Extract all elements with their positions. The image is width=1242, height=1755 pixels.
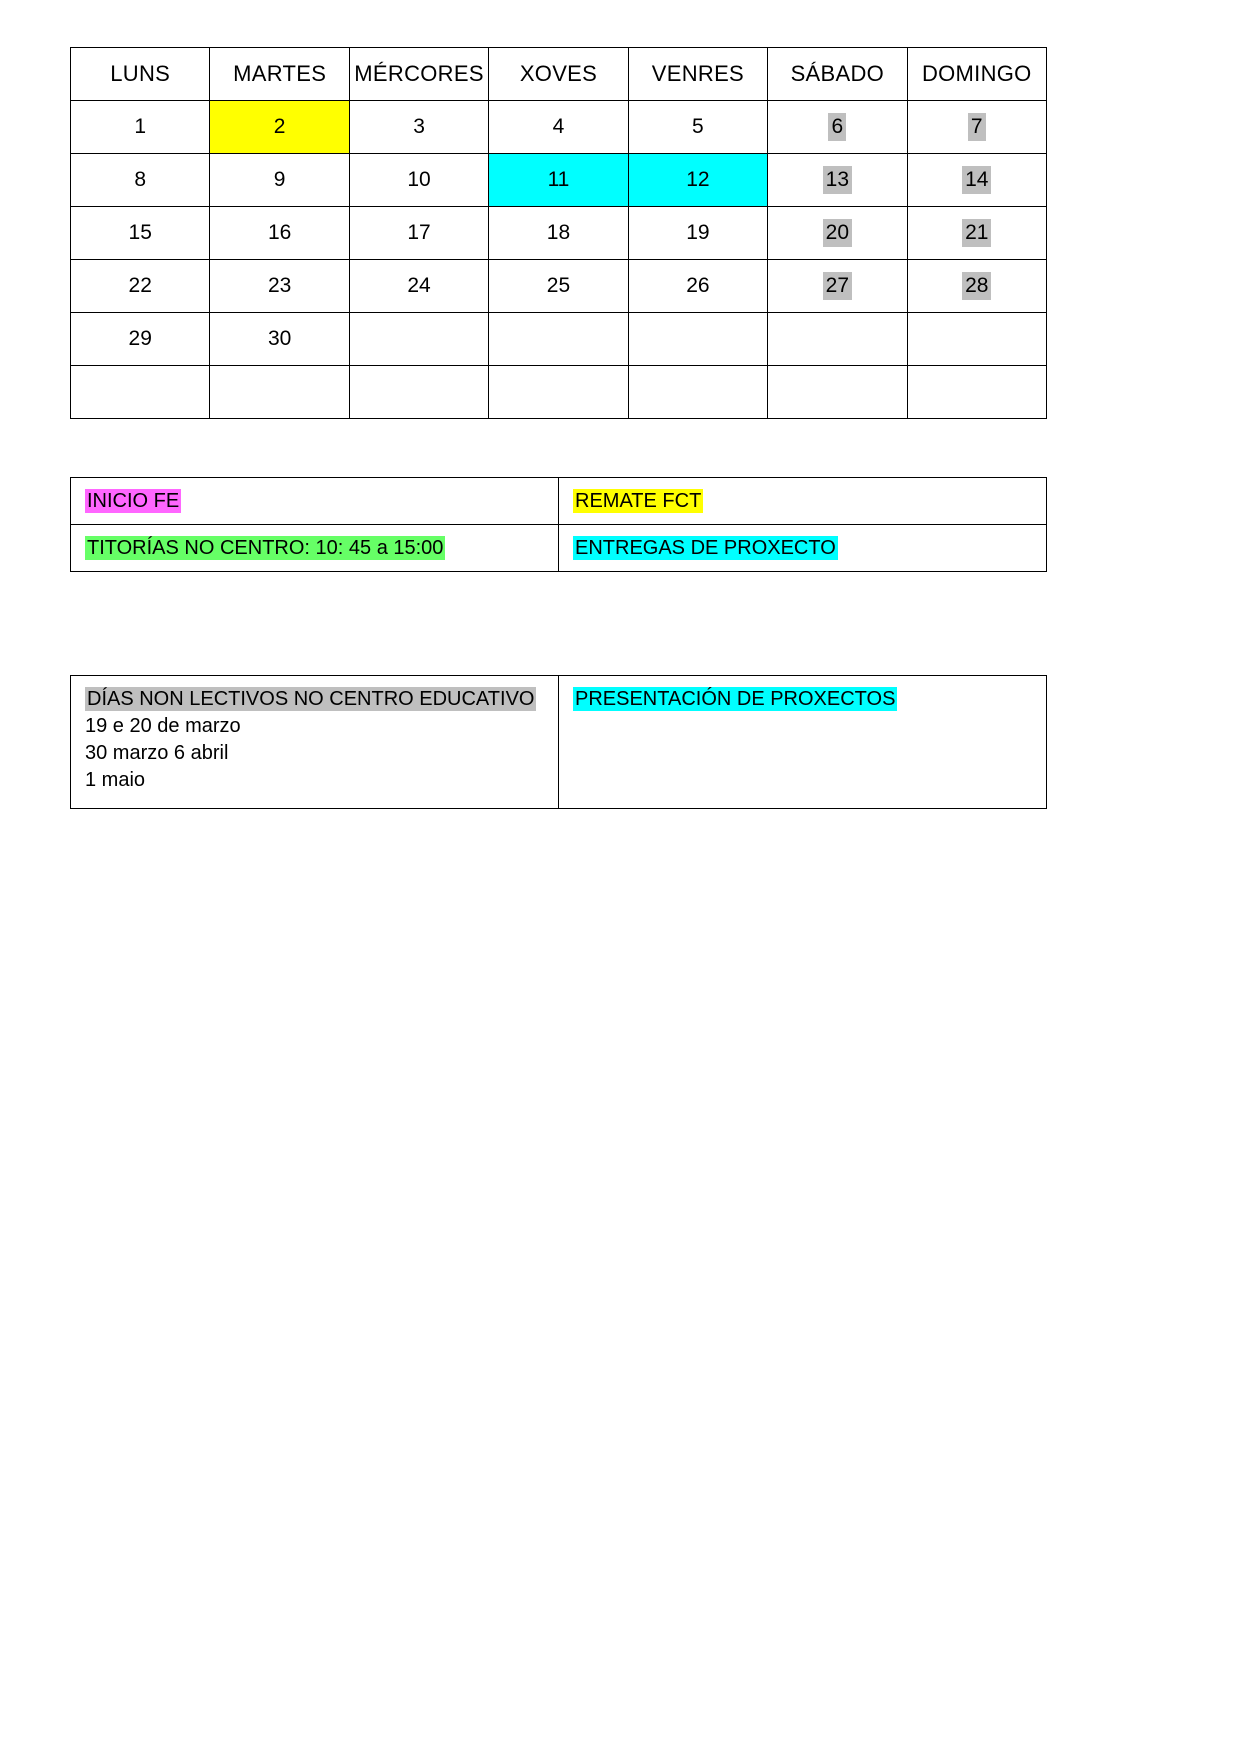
calendar-week-row: [71, 313, 1047, 366]
calendar-week-row: [71, 260, 1047, 313]
legend-title-text: PRESENTACIÓN DE PROXECTOS: [575, 688, 896, 710]
calendar-day-cell: [628, 101, 767, 154]
weekday-header-domingo: DOMINGO: [907, 48, 1046, 101]
day-number: 8: [134, 167, 147, 191]
day-number: [555, 343, 561, 345]
calendar-day-cell: [210, 260, 349, 313]
day-number: 26: [686, 273, 710, 297]
calendar-day-cell: [907, 260, 1046, 313]
day-number: [974, 343, 980, 345]
calendar-day-cell: [489, 260, 628, 313]
day-number: 20: [823, 219, 852, 247]
calendar-day-cell: [628, 260, 767, 313]
calendar-day-cell: [210, 207, 349, 260]
day-number: 11: [547, 167, 570, 191]
calendar-day-cell: [349, 260, 488, 313]
weekday-header-luns: LUNS: [71, 48, 210, 101]
day-number: 17: [407, 220, 431, 244]
legend-title-text: DÍAS NON LECTIVOS NO CENTRO EDUCATIVO: [87, 688, 535, 710]
day-number: 21: [962, 219, 991, 247]
calendar-day-cell: [628, 366, 767, 419]
calendar-day-cell: [71, 260, 210, 313]
day-number: 25: [546, 273, 571, 297]
day-number: 16: [267, 220, 292, 244]
calendar-header-row: [71, 48, 1047, 101]
day-number: 27: [823, 272, 852, 300]
calendar-day-cell: [349, 207, 488, 260]
calendar-table: [70, 47, 1047, 419]
legend-detail-line: 30 marzo 6 abril: [85, 742, 229, 764]
day-number: [695, 396, 701, 398]
weekday-header-martes: MARTES: [210, 48, 349, 101]
legend-row: [71, 676, 1047, 809]
legend-table-bottom-body: [71, 676, 1047, 809]
legend-label-inicio-fe: INICIO FE: [87, 489, 180, 512]
day-number: [834, 396, 840, 398]
legend-title-presentacion: [573, 686, 1032, 713]
calendar-day-cell: [210, 101, 349, 154]
legend-cell-titorias: [71, 525, 559, 572]
weekday-header-venres: VENRES: [628, 48, 767, 101]
day-number: [137, 396, 143, 398]
calendar-day-cell: [489, 313, 628, 366]
day-number: 1: [134, 114, 147, 138]
legend-detail-line: 19 e 20 de marzo: [85, 715, 241, 737]
calendar-day-cell: [210, 154, 349, 207]
calendar-body: [71, 101, 1047, 419]
calendar-day-cell: [349, 366, 488, 419]
day-number: 6: [828, 113, 846, 141]
calendar-day-cell: [907, 207, 1046, 260]
calendar-day-cell: [71, 101, 210, 154]
day-number: 23: [267, 273, 292, 297]
day-number: [695, 343, 701, 345]
legend-cell-presentacion-proxectos: [559, 676, 1047, 809]
day-number: [834, 343, 840, 345]
day-number: 29: [128, 326, 152, 350]
calendar-day-cell: [907, 366, 1046, 419]
calendar-day-cell: [628, 207, 767, 260]
calendar-day-cell: [768, 313, 907, 366]
legend-table-bottom: [70, 675, 1047, 809]
day-number: 19: [686, 220, 710, 244]
day-number: 18: [546, 220, 571, 244]
calendar-day-cell: [768, 154, 907, 207]
calendar-day-cell: [210, 366, 349, 419]
day-number: 24: [407, 273, 431, 297]
calendar-day-cell: [489, 101, 628, 154]
day-number: 14: [962, 166, 991, 194]
day-number: 15: [128, 220, 152, 244]
calendar-week-row: [71, 154, 1047, 207]
day-number: [416, 396, 422, 398]
calendar-day-cell: [907, 154, 1046, 207]
legend-table-top: [70, 477, 1047, 572]
calendar-day-cell: [210, 313, 349, 366]
day-number: [974, 396, 980, 398]
calendar-day-cell: [71, 366, 210, 419]
legend-table-top-body: [71, 478, 1047, 572]
day-number: 28: [962, 272, 991, 300]
calendar-day-cell: [628, 154, 767, 207]
calendar-day-cell: [907, 101, 1046, 154]
legend-label-entregas: ENTREGAS DE PROXECTO: [575, 536, 836, 559]
weekday-header-xoves: XOVES: [489, 48, 628, 101]
day-number: 3: [413, 114, 425, 138]
day-number: 7: [968, 113, 986, 141]
legend-cell-remate-fct: [559, 478, 1047, 525]
calendar-day-cell: [349, 313, 488, 366]
day-number: [416, 343, 422, 345]
calendar-day-cell: [489, 207, 628, 260]
day-number: 2: [273, 114, 286, 138]
calendar-week-row: [71, 366, 1047, 419]
weekday-header-sabado: SÁBADO: [768, 48, 907, 101]
calendar-day-cell: [907, 313, 1046, 366]
calendar-day-cell: [628, 313, 767, 366]
legend-row: [71, 478, 1047, 525]
day-number: 5: [692, 114, 704, 138]
legend-detail-line: 1 maio: [85, 769, 146, 791]
calendar-header: [71, 48, 1047, 101]
legend-cell-inicio-fe: [71, 478, 559, 525]
day-number: [555, 396, 561, 398]
legend-label-titorias: TITORÍAS NO CENTRO: 10: 45 a 15:00: [87, 536, 444, 559]
calendar-day-cell: [489, 154, 628, 207]
calendar-week-row: [71, 101, 1047, 154]
calendar-day-cell: [768, 207, 907, 260]
legend-cell-entregas: [559, 525, 1047, 572]
day-number: 30: [267, 326, 292, 350]
calendar-day-cell: [768, 366, 907, 419]
day-number: 12: [686, 167, 710, 191]
legend-title-dias-non-lectivos: [85, 686, 544, 713]
calendar-day-cell: [71, 207, 210, 260]
legend-cell-dias-non-lectivos: [71, 676, 559, 809]
day-number: 4: [552, 114, 565, 138]
legend-row: [71, 525, 1047, 572]
calendar-day-cell: [349, 101, 488, 154]
calendar-week-row: [71, 207, 1047, 260]
day-number: [277, 396, 283, 398]
weekday-header-mercores: MÉRCORES: [349, 48, 488, 101]
calendar-day-cell: [768, 101, 907, 154]
calendar-day-cell: [71, 154, 210, 207]
day-number: 13: [823, 166, 852, 194]
calendar-day-cell: [71, 313, 210, 366]
day-number: 10: [407, 167, 431, 191]
calendar-day-cell: [349, 154, 488, 207]
day-number: 22: [128, 273, 152, 297]
legend-label-remate-fct: REMATE FCT: [575, 489, 702, 512]
calendar-day-cell: [489, 366, 628, 419]
calendar-day-cell: [768, 260, 907, 313]
day-number: 9: [273, 167, 286, 191]
